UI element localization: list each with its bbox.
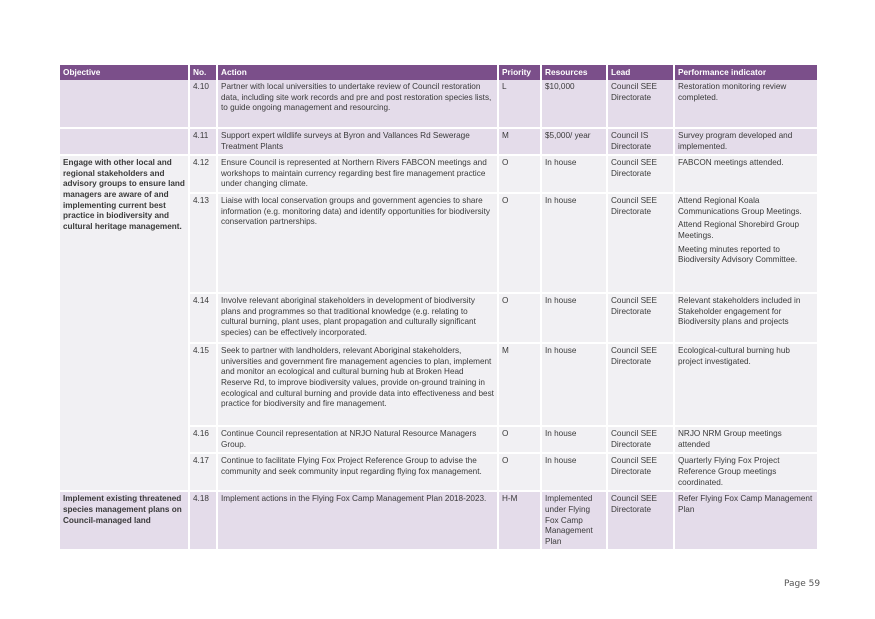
row-priority: L bbox=[498, 80, 541, 128]
row-priority: O bbox=[498, 426, 541, 453]
row-priority: M bbox=[498, 343, 541, 426]
row-number: 4.15 bbox=[189, 343, 217, 426]
row-priority: M bbox=[498, 128, 541, 155]
row-resources: In house bbox=[541, 343, 607, 426]
objective-engage-stakeholders: Engage with other local and regional stakeholders and advisory groups to ensure land managers are aware of and implementing current best practice in biodiversity and cultural heritage management. bbox=[60, 155, 189, 491]
row-number: 4.12 bbox=[189, 155, 217, 193]
performance-line: Ecological-cultural burning hub project investigated. bbox=[678, 346, 790, 366]
row-performance-indicator bbox=[674, 293, 817, 343]
row-priority: H-M bbox=[498, 491, 541, 550]
row-lead: Council SEE Directorate bbox=[607, 155, 674, 193]
row-resources: In house bbox=[541, 426, 607, 453]
row-performance-indicator bbox=[674, 453, 817, 491]
performance-line: Attend Regional Koala Communications Group Meetings. bbox=[678, 196, 802, 216]
performance-line: Quarterly Flying Fox Project Reference Group meetings coordinated. bbox=[678, 456, 780, 487]
row-performance-indicator bbox=[674, 426, 817, 453]
row-action: Implement actions in the Flying Fox Camp Management Plan 2018-2023. bbox=[217, 491, 498, 550]
row-resources: $10,000 bbox=[541, 80, 607, 128]
row-performance-indicator bbox=[674, 193, 817, 293]
row-priority: O bbox=[498, 293, 541, 343]
row-lead: Council SEE Directorate bbox=[607, 293, 674, 343]
row-lead: Council SEE Directorate bbox=[607, 426, 674, 453]
row-performance-indicator bbox=[674, 155, 817, 193]
row-lead: Council SEE Directorate bbox=[607, 193, 674, 293]
row-number: 4.10 bbox=[189, 80, 217, 128]
row-resources: In house bbox=[541, 155, 607, 193]
row-action: Involve relevant aboriginal stakeholders in development of biodiversity plans and programmes so that traditional knowledge (e.g. relating to cultural burning, plant uses, plant propagation and culturally significant species) can be effectively incorporated. bbox=[217, 293, 498, 343]
row-priority: O bbox=[498, 453, 541, 491]
performance-line: Survey program developed and implemented. bbox=[678, 131, 793, 151]
row-priority: O bbox=[498, 155, 541, 193]
row-action: Continue to facilitate Flying Fox Project Reference Group to advise the community and seek community input regarding flying fox management. bbox=[217, 453, 498, 491]
row-lead: Council IS Directorate bbox=[607, 128, 674, 155]
row-number: 4.14 bbox=[189, 293, 217, 343]
performance-line: Meeting minutes reported to Biodiversity Advisory Committee. bbox=[678, 244, 798, 265]
header-performance-indicator: Performance indicator bbox=[674, 65, 817, 80]
row-action: Partner with local universities to undertake review of Council restoration data, including site work records and pre and post restoration species lists, to guide ongoing management and resourcing. bbox=[217, 80, 498, 128]
row-number: 4.18 bbox=[189, 491, 217, 550]
row-resources: Implemented under Flying Fox Camp Management Plan bbox=[541, 491, 607, 550]
row-action: Liaise with local conservation groups and government agencies to share information (e.g. monitoring data) and identify opportunities for biodiversity conservation partnerships. bbox=[217, 193, 498, 293]
row-priority: O bbox=[498, 193, 541, 293]
row-resources: In house bbox=[541, 193, 607, 293]
performance-line: Relevant stakeholders included in Stakeholder engagement for Biodiversity plans and projects bbox=[678, 296, 801, 327]
row-resources: $5,000/ year bbox=[541, 128, 607, 155]
row-number: 4.17 bbox=[189, 453, 217, 491]
table-row bbox=[60, 80, 817, 128]
objective-cell-empty bbox=[60, 80, 189, 128]
performance-line: FABCON meetings attended. bbox=[678, 158, 784, 168]
performance-line: Attend Regional Shorebird Group Meetings. bbox=[678, 220, 800, 240]
header-no: No. bbox=[189, 65, 217, 80]
table-row bbox=[60, 128, 817, 155]
row-performance-indicator bbox=[674, 491, 817, 550]
table-header-row bbox=[60, 65, 817, 80]
objective-implement-threatened-species: Implement existing threatened species management plans on Council-managed land bbox=[60, 491, 189, 550]
performance-line: NRJO NRM Group meetings attended bbox=[678, 429, 782, 449]
row-action: Continue Council representation at NRJO Natural Resource Managers Group. bbox=[217, 426, 498, 453]
row-number: 4.13 bbox=[189, 193, 217, 293]
row-action: Support expert wildlife surveys at Byron and Vallances Rd Sewerage Treatment Plants bbox=[217, 128, 498, 155]
performance-line: Restoration monitoring review completed. bbox=[678, 82, 787, 102]
row-performance-indicator bbox=[674, 128, 817, 155]
row-performance-indicator bbox=[674, 343, 817, 426]
performance-line: Refer Flying Fox Camp Management Plan bbox=[678, 494, 813, 514]
row-number: 4.16 bbox=[189, 426, 217, 453]
header-action: Action bbox=[217, 65, 498, 80]
row-resources: In house bbox=[541, 293, 607, 343]
action-plan-table bbox=[60, 65, 817, 551]
row-action: Seek to partner with landholders, relevant Aboriginal stakeholders, universities and government fire management agencies to plan, implement and monitor an ecological and cultural burning hub at Broken Head Reserve Rd, to improve biodiversity values, provide on-ground training in ecological and cultural burning and provide data into effectiveness and best practice for biodiversity and fire management. bbox=[217, 343, 498, 426]
row-performance-indicator bbox=[674, 80, 817, 128]
header-lead: Lead bbox=[607, 65, 674, 80]
header-resources: Resources bbox=[541, 65, 607, 80]
row-lead: Council SEE Directorate bbox=[607, 453, 674, 491]
row-resources: In house bbox=[541, 453, 607, 491]
table-row bbox=[60, 491, 817, 550]
header-objective: Objective bbox=[60, 65, 189, 80]
row-action: Ensure Council is represented at Northern Rivers FABCON meetings and workshops to maintain currency regarding best fire management practice under changing climate. bbox=[217, 155, 498, 193]
row-lead: Council SEE Directorate bbox=[607, 491, 674, 550]
row-lead: Council SEE Directorate bbox=[607, 343, 674, 426]
objective-cell-empty bbox=[60, 128, 189, 155]
page-number: Page 59 bbox=[784, 579, 821, 589]
row-number: 4.11 bbox=[189, 128, 217, 155]
header-priority: Priority bbox=[498, 65, 541, 80]
table-row bbox=[60, 155, 817, 193]
row-lead: Council SEE Directorate bbox=[607, 80, 674, 128]
